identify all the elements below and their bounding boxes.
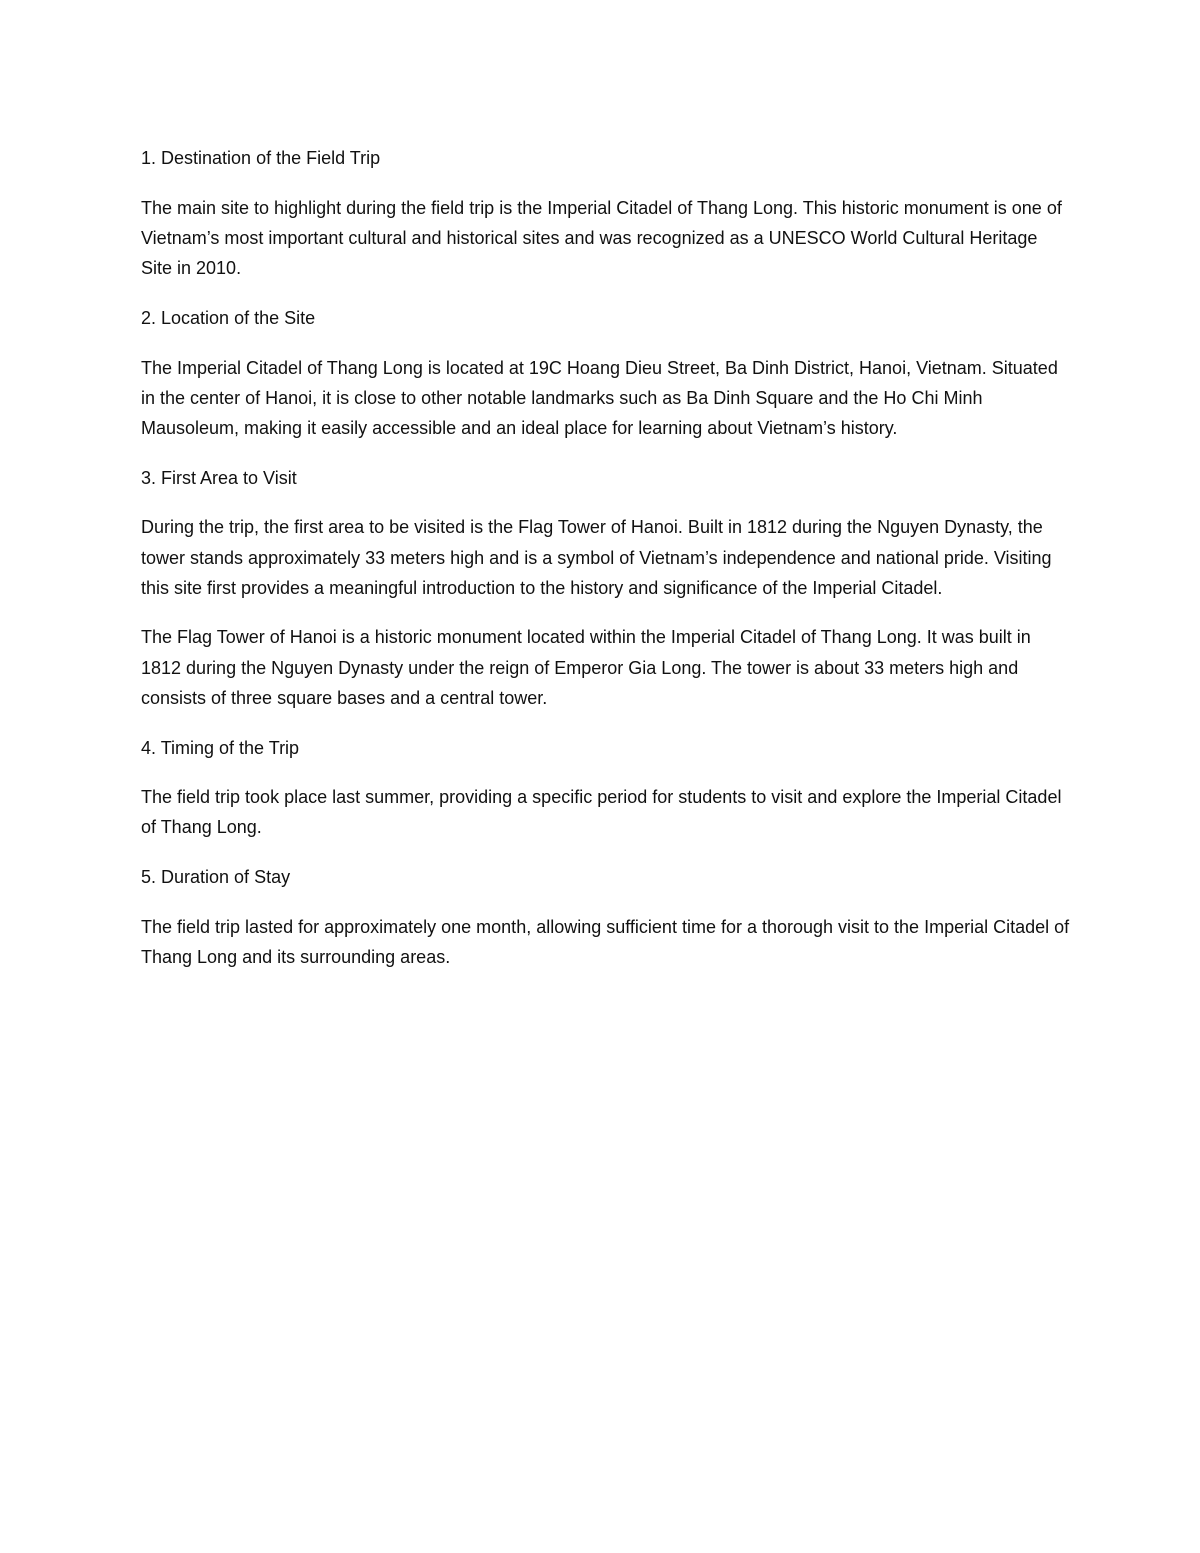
section-heading-first-area: 3. First Area to Visit xyxy=(141,467,297,488)
section-paragraph-first-area: During the trip, the first area to be visited is the Flag Tower of Hanoi. Built in 1812 during the Nguyen Dynasty, the tower stands approximately 33 meters high and is a symbol of Vietnam’s independence and national pride. Visiting this site first provides a meaningful introduction to the history and significance of the Imperial Citadel. xyxy=(141,517,1052,598)
section-paragraph-flag-tower: The Flag Tower of Hanoi is a historic monument located within the Imperial Citadel of Thang Long. It was built in 1812 during the Nguyen Dynasty under the reign of Emperor Gia Long. The tower is about 33 meters high and consists of three square bases and a central tower. xyxy=(141,627,1031,708)
section-paragraph-destination: The main site to highlight during the field trip is the Imperial Citadel of Thang Long. This historic monument is one of Vietnam’s most important cultural and historical sites and was recognized as a UNESCO World Cultural Heritage Site in 2010. xyxy=(141,197,1062,279)
section-heading-location: 2. Location of the Site xyxy=(141,307,316,328)
section-heading-duration: 5. Duration of Stay xyxy=(141,867,291,888)
document-body xyxy=(141,143,1071,992)
section-paragraph-location: The Imperial Citadel of Thang Long is located at 19C Hoang Dieu Street, Ba Dinh District, Hanoi, Vietnam. Situated in the center of Hanoi, it is close to other notable landmarks such as Ba Dinh Square and the Ho Chi Minh Mausoleum, making it easily accessible and an ideal place for learning about Vietnam’s history. xyxy=(141,357,1058,438)
section-heading-destination: 1. Destination of the Field Trip xyxy=(141,148,381,168)
section-paragraph-timing: The field trip took place last summer, providing a specific period for students to visit and explore the Imperial Citadel of Thang Long. xyxy=(141,787,1062,838)
section-paragraph-duration: The field trip lasted for approximately one month, allowing sufficient time for a thorough visit to the Imperial Citadel of Thang Long and its surrounding areas. xyxy=(141,916,1070,968)
section-heading-timing: 4. Timing of the Trip xyxy=(141,737,300,758)
